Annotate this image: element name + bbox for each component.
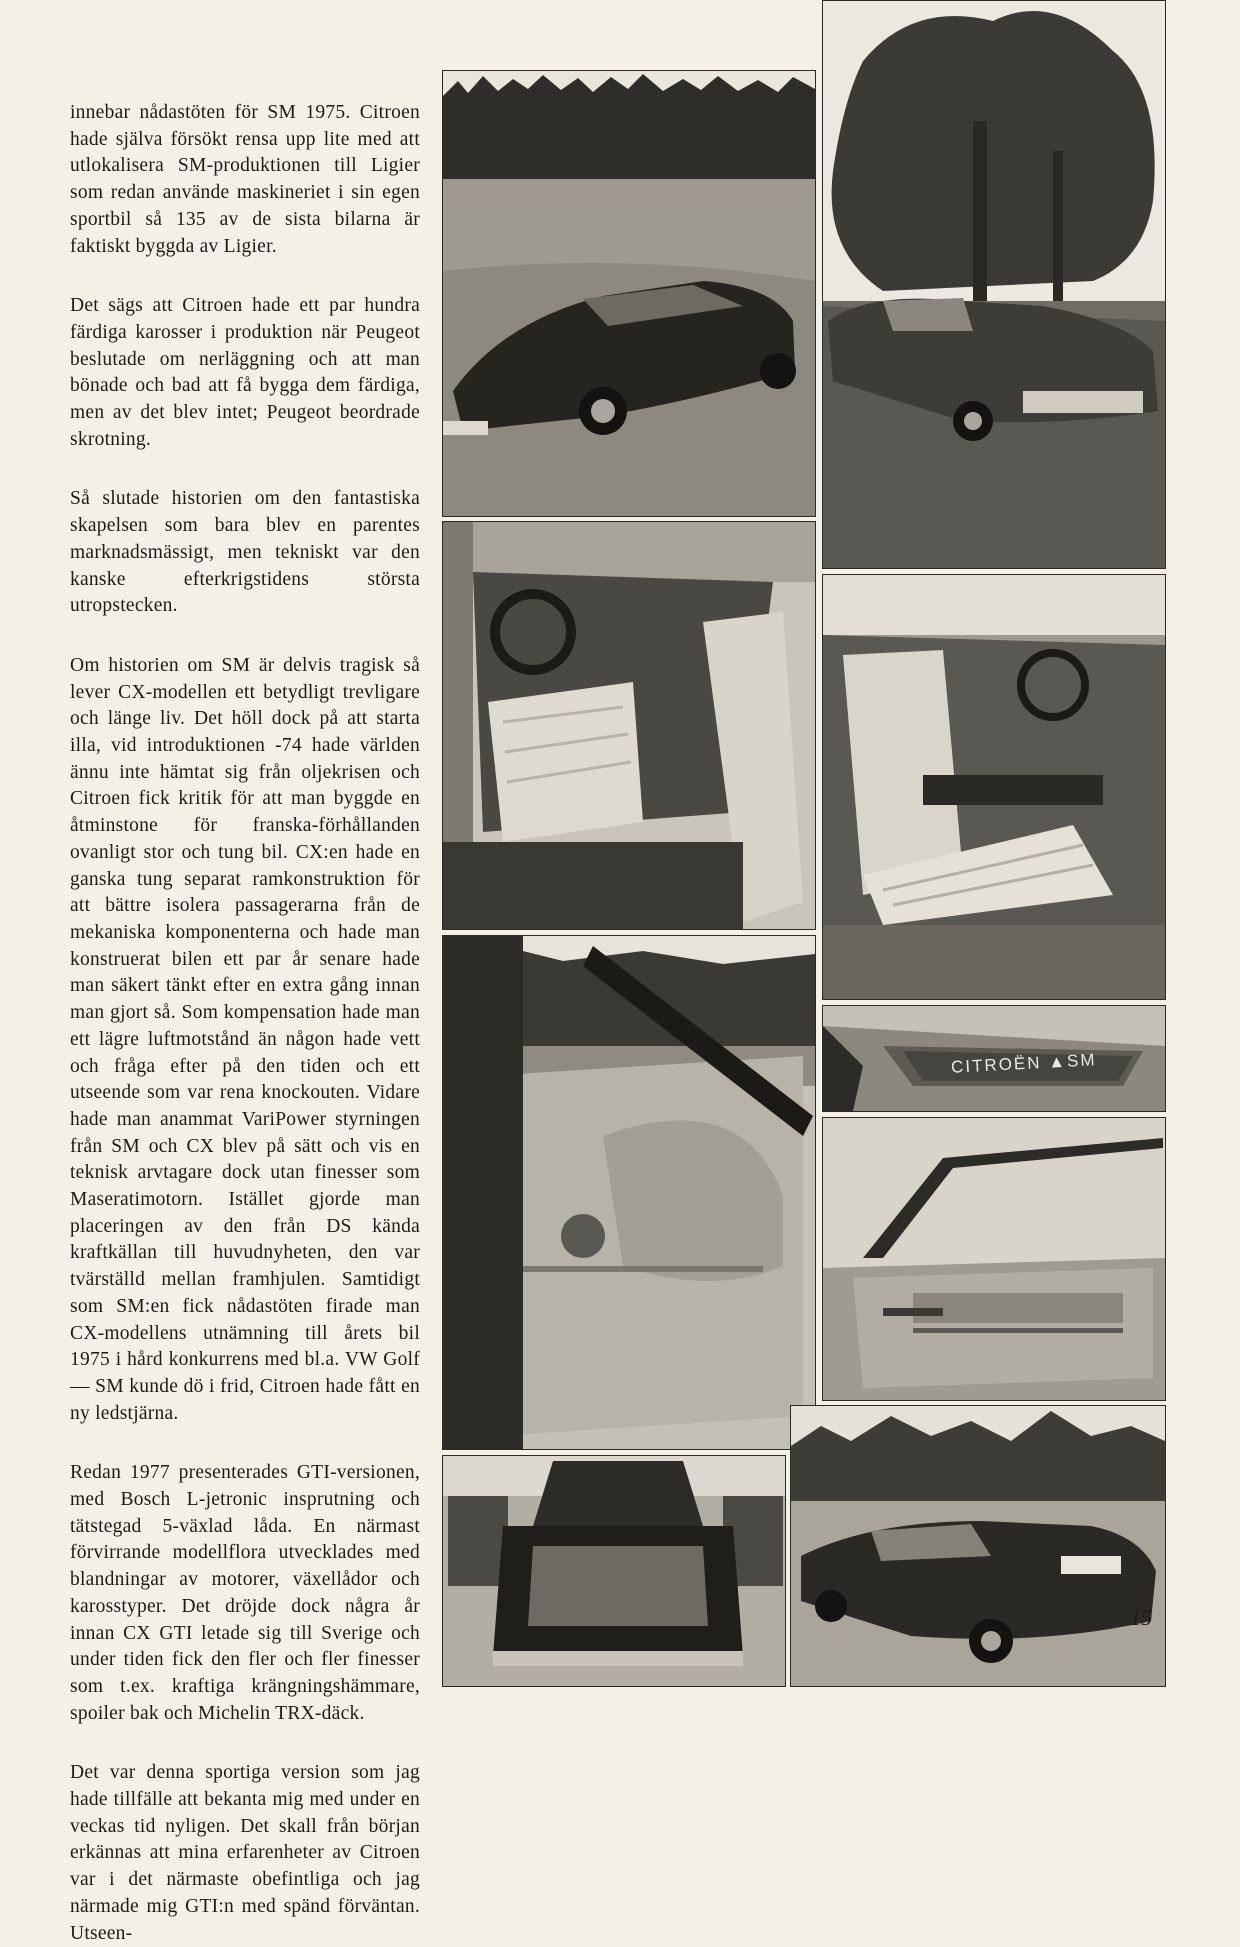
article-paragraph-4: Om historien om SM är delvis tragisk så lever CX-modellen ett betydligt trevligare och länge liv. Det höll dock på att starta illa, vid introduktionen -74 hade världen ännu inte hämtat sig från oljekrisen och Citroen fick kritik för att man byggde en åtminstone för franska-förhållanden ovanligt stor och tung bil. CX:en hade en ganska tung separat ramkonstruktion för att bättre isolera passagerarna från de mekaniska komponenterna och hade man konstruerat bilen ett par år senare hade man säkert tänkt efter en extra gång innan man gjort så. Som kompensation hade man ett lägre luftmotstånd än någon hade vett och fråga efter på den tiden och ett utseende som var rena knockouten. Vidare hade man anammat VariPower styrningen från SM och CX blev på sätt och vis en teknisk arvtagare dock utan finesser som Maseratimotorn. Istället gjorde man placeringen av den från DS kända kraftkällan till huvudnyheten, den var tvärställd mellan framhjulen. Samtidigt som SM:en fick nådastöten firade man CX-modellens utnämning till årets bil 1975 i hård konkurrens med bl.a. VW Golf — SM kunde dö i frid, Citroen hade fått en ny ledstjärna.	[70, 654, 420, 1424]
article-paragraph-3: Så slutade historien om den fantastiska skapelsen som bara blev en parentes marknadsmässigt, men tekniskt var den kanske efterkrigstidens största utropstecken.	[70, 488, 420, 617]
sm-rear-photo	[790, 1405, 1166, 1687]
article-text-column	[70, 100, 420, 1947]
cx-interior-photo	[442, 521, 816, 930]
cx-trunk-photo	[442, 1455, 786, 1687]
sm-exterior-photo	[822, 0, 1166, 569]
sm-interior-photo	[822, 574, 1166, 1000]
article-paragraph-6: Det var denna sportiga version som jag hade tillfälle att bekanta mig med under en veckas tid nyligen. Det skall från början erkännas att mina erfarenheter av Citroen var i det närmaste obefintliga och jag närmade mig GTI:n med spänd förväntan. Utseen-	[70, 1762, 420, 1944]
article-paragraph-5: Redan 1977 presenterades GTI-versionen, med Bosch L-jetronic insprutning och tätstegad 5-växlad låda. En närmast förvirrande modellflora utvecklades med blandningar av motorer, växellådor och karosstyper. Det dröjde dock några år innan CX GTI letade sig till Sverige och under tiden fick den fler och fler finesser som t.ex. kraftiga krängningshämmare, spoiler bak och Michelin TRX-däck.	[70, 1462, 420, 1724]
sm-badge-lettering: CITROËN ▲SM	[950, 1049, 1098, 1077]
article-paragraph-1: innebar nådastöten för SM 1975. Citroen hade själva försökt rensa upp lite med att utlokalisera SM-produktionen till Ligier som redan använde maskineriet i sin egen sportbil så 135 av de sista bilarna är faktiskt byggda av Ligier.	[70, 102, 420, 257]
page-number: 15	[1130, 1605, 1152, 1630]
sm-badge-photo	[822, 1005, 1166, 1112]
sm-door-panel-photo	[822, 1117, 1166, 1401]
cx-door-panel-photo	[442, 935, 816, 1450]
article-paragraph-2: Det sägs att Citroen hade ett par hundra färdiga karosser i produktion när Peugeot beslutade om nerläggning och att man bönade och bad att få bygga dem färdiga, men av det blev intet; Peugeot beordrade skrotning.	[70, 295, 420, 450]
cx-exterior-photo	[442, 70, 816, 517]
